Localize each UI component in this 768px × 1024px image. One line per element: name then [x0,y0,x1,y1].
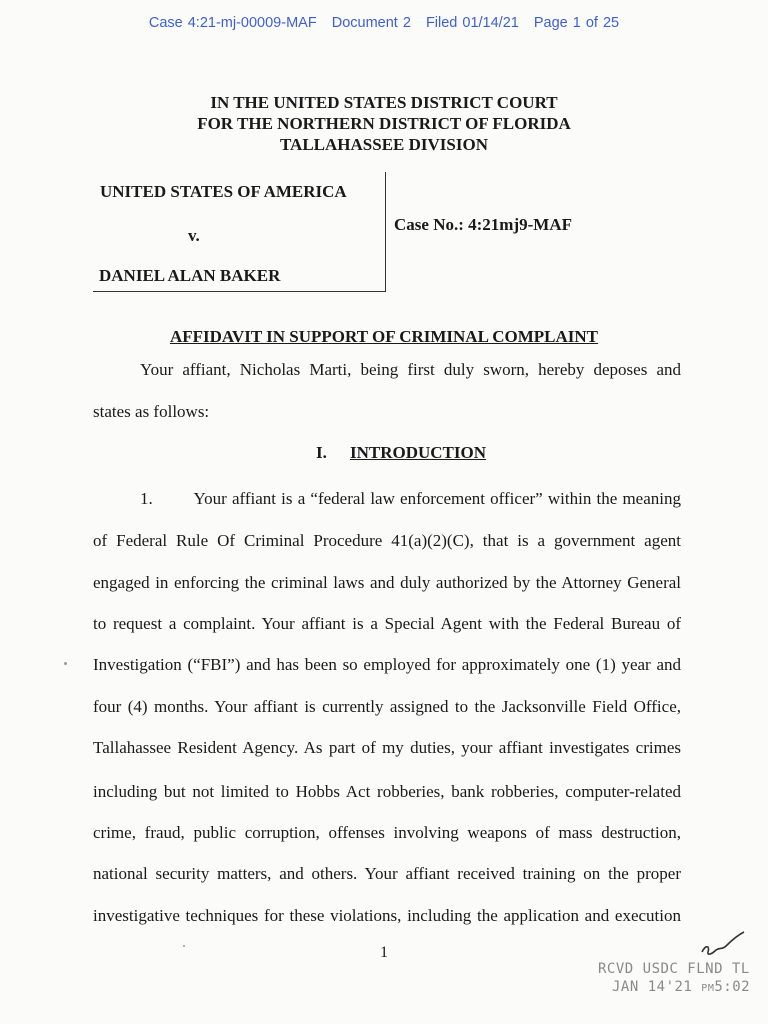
received-stamp [598,960,750,998]
intro-line-2: states as follows: [93,402,210,421]
filing-header [0,15,768,31]
section-number: I. [316,443,327,462]
scan-speck [64,662,67,665]
section-heading [316,443,486,463]
court-line-3: TALLAHASSEE DIVISION [279,135,488,154]
caption-divider-vertical [385,172,386,292]
paragraph-line: Investigation (“FBI”) and has been so employed for approximately one (1) year and [93,655,681,674]
intro-line-1: Your affiant, Nicholas Marti, being first duly sworn, hereby deposes and [140,360,681,379]
filing-document-number: Document 2 [331,15,411,31]
received-stamp-pm: PM [701,983,715,994]
paragraph-line: of Federal Rule Of Criminal Procedure 41(a)(2)(C), that is a government agent [93,531,681,550]
paragraph-line: crime, fraud, public corruption, offenses involving weapons of mass destruction, [93,823,681,842]
scan-speck [183,945,185,947]
received-stamp-line-1: RCVD USDC FLND TL [598,961,750,977]
received-stamp-line-2 [598,978,750,998]
received-stamp-date: JAN 14'21 [612,979,693,995]
paragraph-line: four (4) months. Your affiant is currently assigned to the Jacksonville Field Office, [93,697,681,716]
paragraph-line: investigative techniques for these violations, including the application and execution [93,906,681,925]
filing-case-number: Case 4:21-mj-00009-MAF [148,15,317,31]
paragraph-line: engaged in enforcing the criminal laws and duly authorized by the Attorney General [93,573,681,592]
caption-divider-horizontal [93,291,386,292]
page-number: 1 [380,944,388,961]
paragraph-line: including but not limited to Hobbs Act robberies, bank robberies, computer-related [93,782,681,801]
received-stamp-time: 5:02 [714,979,751,995]
court-heading [0,92,768,155]
paragraph-line: to request a complaint. Your affiant is a Special Agent with the Federal Bureau of [93,614,681,633]
paragraph-line: 1. Your affiant is a “federal law enforcement officer” within the meaning [140,489,681,508]
handwritten-initials [700,930,746,960]
paragraph-line: Tallahassee Resident Agency. As part of my duties, your affiant investigates crimes [93,738,681,757]
filing-date: Filed 01/14/21 [425,15,519,31]
caption-plaintiff: UNITED STATES OF AMERICA [100,182,347,201]
caption-defendant: DANIEL ALAN BAKER [99,266,281,285]
section-title: INTRODUCTION [350,443,487,462]
court-line-2: FOR THE NORTHERN DISTRICT OF FLORIDA [197,114,571,133]
filing-page-count: Page 1 of 25 [533,15,620,31]
document-title: AFFIDAVIT IN SUPPORT OF CRIMINAL COMPLAINT [169,327,599,346]
caption-case-number: Case No.: 4:21mj9-MAF [394,215,572,234]
paragraph-line: national security matters, and others. Your affiant received training on the proper [93,864,681,883]
caption-versus: v. [188,226,200,245]
court-line-1: IN THE UNITED STATES DISTRICT COURT [210,93,558,112]
